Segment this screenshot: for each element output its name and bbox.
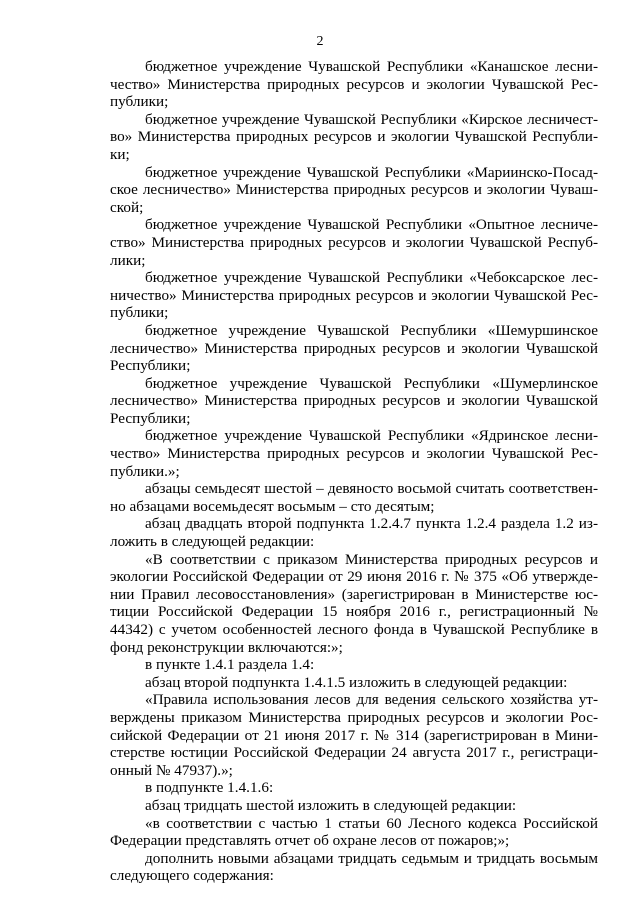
paragraph: в пункте 1.4.1 раздела 1.4: <box>145 656 315 674</box>
paragraph: в подпункте 1.4.1.6: <box>145 779 274 797</box>
paragraph: абзац второй подпункта 1.4.1.5 изложить в следующей редакции: <box>145 673 568 691</box>
paragraph: абзац тридцать шестой изложить в следующей редакции: <box>145 796 517 814</box>
paragraph: бюджетное учреждение Чувашской Республики «Кирское лесничество» Министерства природных ресурсов и экологии Чувашской Республики; <box>110 110 598 163</box>
paragraph: «Правила использования лесов для ведения сельского хозяйства утверждены приказом Министерства природных ресурсов и экологии Российской Федерации от 21 июня 2017 г. № 314 (зарегистрирован в Министерстве юстиции Российской Федерации 24 августа 2017 г., регистрационный № 47937).»; <box>110 691 598 779</box>
paragraph: бюджетное учреждение Чувашской Республики «Канашское лесничество» Министерства природных ресурсов и экологии Чувашской Республики; <box>110 58 598 111</box>
paragraph: «В соответствии с приказом Министерства природных ресурсов и экологии Российской Федерации от 29 июня 2016 г. № 375 «Об утверждении Правил лесовосстановления» (зарегистрирован в Министерстве юстиции Российской Федерации 15 ноября 2016 г., регистрационный № 44342) с учетом особенностей лесного фонда в Чувашской Республике в фонд реконструкции включаются:»; <box>110 550 598 656</box>
paragraph: бюджетное учреждение Чувашской Республики «Ядринское лесничество» Министерства природных ресурсов и экологии Чувашской Республики.»; <box>110 427 598 480</box>
paragraph: дополнить новыми абзацами тридцать седьмым и тридцать восьмым следующего содержания: <box>110 849 598 885</box>
paragraph: бюджетное учреждение Чувашской Республики «Шемуршинское лесничество» Министерства природных ресурсов и экологии Чувашской Республики; <box>110 321 598 375</box>
paragraph: бюджетное учреждение Чувашской Республики «Шумерлинское лесничество» Министерства природных ресурсов и экологии Чувашской Республики; <box>110 374 598 427</box>
paragraph: бюджетное учреждение Чувашской Республики «Мариинско-Посадское лесничество» Министерства природных ресурсов и экологии Чувашской; <box>110 163 598 216</box>
paragraph: абзац двадцать второй подпункта 1.2.4.7 пункта 1.2.4 раздела 1.2 изложить в следующей редакции: <box>110 515 598 551</box>
paragraph: бюджетное учреждение Чувашской Республики «Опытное лесничество» Министерства природных ресурсов и экологии Чувашской Республики; <box>110 216 598 269</box>
paragraph: абзацы семьдесят шестой – девяносто восьмой считать соответственно абзацами восемьдесят восьмым – сто десятым; <box>110 480 598 515</box>
paragraph: бюджетное учреждение Чувашской Республики «Чебоксарское лесничество» Министерства природных ресурсов и экологии Чувашской Республики; <box>110 269 598 322</box>
paragraph: «в соответствии с частью 1 статьи 60 Лесного кодекса Российской Федерации представлять отчет об охране лесов от пожаров;»; <box>110 814 598 850</box>
document-body <box>110 58 598 885</box>
page-number: 2 <box>316 34 324 49</box>
